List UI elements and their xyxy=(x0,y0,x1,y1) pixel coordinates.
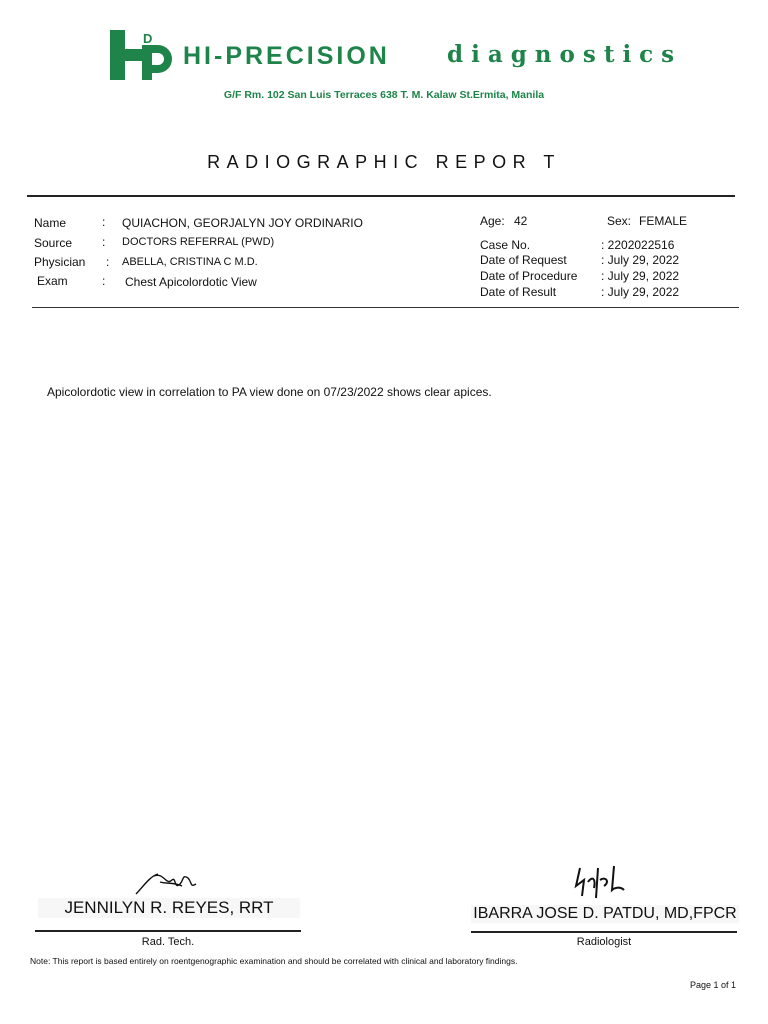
page-number: Page 1 of 1 xyxy=(689,980,736,990)
rad-tech-name: JENNILYN R. REYES, RRT xyxy=(38,898,300,918)
svg-text:D: D xyxy=(143,31,153,46)
radiologist-signature xyxy=(570,862,635,902)
name-value: QUIACHON, GEORJALYN JOY ORDINARIO xyxy=(122,216,363,230)
rad-tech-signature-line xyxy=(35,930,301,932)
sex-label: Sex: xyxy=(607,214,632,228)
date-of-result-value: : July 29, 2022 xyxy=(601,285,680,299)
sex-value: FEMALE xyxy=(639,214,688,228)
age-label: Age: xyxy=(480,214,505,228)
info-divider xyxy=(32,307,739,308)
exam-value: Chest Apicolordotic View xyxy=(125,275,257,289)
physician-value: ABELLA, CRISTINA C M.D. xyxy=(122,256,258,268)
rad-tech-signature xyxy=(130,866,205,896)
age-value: 42 xyxy=(514,214,528,228)
exam-label: Exam xyxy=(37,274,68,288)
exam-separator: : xyxy=(102,274,106,288)
clinic-address: G/F Rm. 102 San Luis Terraces 638 T. M. Kalaw St.Ermita, Manila xyxy=(223,89,545,101)
rad-tech-role: Rad. Tech. xyxy=(141,936,195,948)
name-label: Name xyxy=(34,216,67,230)
date-of-request-label: Date of Request xyxy=(480,253,567,267)
source-label: Source xyxy=(34,236,73,250)
brand-subtitle: diagnostics xyxy=(447,41,683,68)
radiologist-role: Radiologist xyxy=(576,936,632,948)
report-title: RADIOGRAPHIC REPOR T xyxy=(207,152,561,172)
company-logo xyxy=(110,30,172,80)
date-of-result-label: Date of Result xyxy=(480,285,557,299)
source-value: DOCTORS REFERRAL (PWD) xyxy=(122,236,275,248)
physician-separator: : xyxy=(106,255,110,269)
date-of-procedure-label: Date of Procedure xyxy=(480,269,578,283)
disclaimer-note: Note: This report is based entirely on roentgenographic examination and should be correlated with clinical and laboratory findings. xyxy=(30,956,518,966)
date-of-procedure-value: : July 29, 2022 xyxy=(601,269,680,283)
case-number-label: Case No. xyxy=(480,238,531,252)
brand-name: HI-PRECISION xyxy=(183,42,390,70)
header-divider xyxy=(27,195,735,197)
findings-text: Apicolordotic view in correlation to PA view done on 07/23/2022 shows clear apices. xyxy=(47,385,492,399)
case-number-value: : 2202022516 xyxy=(601,238,675,252)
source-separator: : xyxy=(102,235,106,249)
radiologist-signature-line xyxy=(471,931,737,933)
physician-label: Physician xyxy=(34,255,86,269)
name-separator: : xyxy=(102,215,106,229)
radiologist-name: IBARRA JOSE D. PATDU, MD,FPCR xyxy=(471,905,739,923)
date-of-request-value: : July 29, 2022 xyxy=(601,253,680,267)
